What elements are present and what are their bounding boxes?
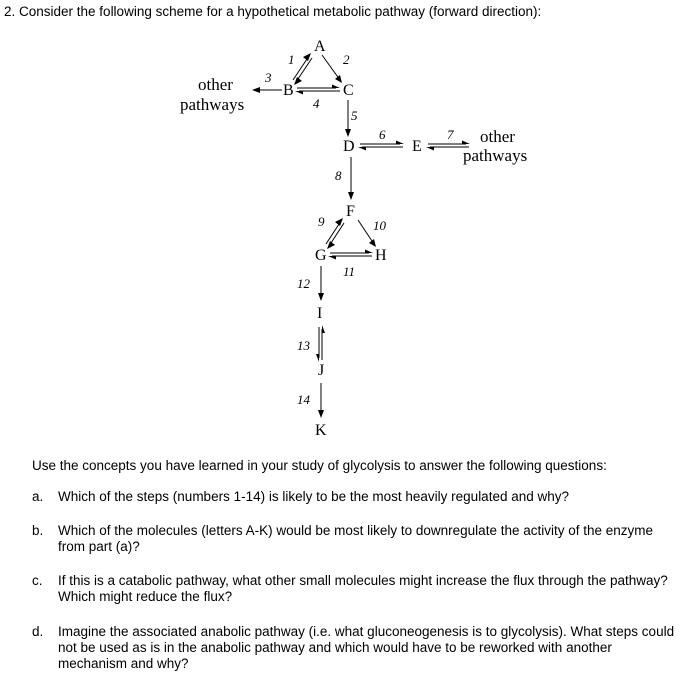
question-heading: 2. Consider the following scheme for a hypothetical metabolic pathway (forward direction):	[4, 4, 542, 19]
node-I: I	[317, 305, 323, 322]
arrow-step-9	[326, 218, 344, 249]
arrow-step-14	[318, 383, 324, 418]
instructions: Use the concepts you have learned in your study of glycolysis to answer the following questions:	[32, 458, 607, 473]
step-12: 12	[297, 276, 310, 291]
node-C: C	[343, 82, 354, 99]
question-a	[32, 489, 682, 505]
step-7: 7	[447, 127, 454, 142]
step-13: 13	[297, 338, 310, 353]
node-F: F	[346, 203, 355, 220]
step-2: 2	[343, 52, 350, 67]
step-6: 6	[379, 127, 386, 142]
node-J: J	[318, 362, 325, 379]
arrow-step-1	[293, 53, 312, 85]
step-9: 9	[318, 214, 325, 229]
other-pathways-left-line2: pathways	[180, 95, 245, 114]
step-10: 10	[373, 218, 386, 233]
arrow-step-3	[252, 87, 282, 93]
node-D: D	[343, 138, 355, 155]
node-K: K	[315, 422, 327, 439]
arrow-step-4	[295, 85, 340, 95]
question-d	[32, 624, 682, 672]
other-pathways-right-line2: pathways	[463, 146, 528, 165]
step-4: 4	[313, 96, 320, 111]
question-label: a.	[32, 489, 44, 504]
arrow-step-2	[322, 55, 342, 83]
node-B: B	[283, 82, 294, 99]
question-label: d.	[32, 624, 44, 639]
question-label: c.	[32, 573, 43, 588]
question-text: Imagine the associated anabolic pathway (i.e. what gluconeogenesis is to glycolysis). What steps could not be used as is in the anabolic pathway and which would have to be reworked with another mechanism and why?	[58, 624, 675, 671]
arrow-step-8	[348, 157, 354, 200]
arrow-step-13	[316, 325, 325, 362]
question-c	[32, 573, 682, 605]
other-pathways-left-line1: other	[198, 75, 233, 94]
other-pathways-right-line1: other	[480, 127, 515, 146]
question-text: Which of the steps (numbers 1-14) is likely to be the most heavily regulated and why?	[58, 489, 570, 504]
step-5: 5	[351, 108, 358, 123]
question-b	[32, 523, 682, 555]
step-11: 11	[343, 264, 356, 279]
arrow-step-11	[328, 250, 373, 260]
node-A: A	[314, 38, 326, 55]
question-text: If this is a catabolic pathway, what other small molecules might increase the flux through the pathway? Which might reduce the flux?	[58, 573, 668, 604]
node-E: E	[412, 138, 422, 155]
question-text: Which of the molecules (letters A-K) would be most likely to downregulate the activity of the enzyme from part (a)?	[58, 523, 654, 554]
step-8: 8	[335, 168, 342, 183]
question-label: b.	[32, 523, 44, 538]
node-H: H	[375, 247, 387, 264]
step-1: 1	[288, 52, 295, 67]
arrow-step-6	[358, 141, 404, 151]
step-14: 14	[297, 392, 310, 407]
arrow-step-12	[318, 266, 324, 301]
node-G: G	[315, 247, 327, 264]
step-3: 3	[265, 70, 272, 85]
